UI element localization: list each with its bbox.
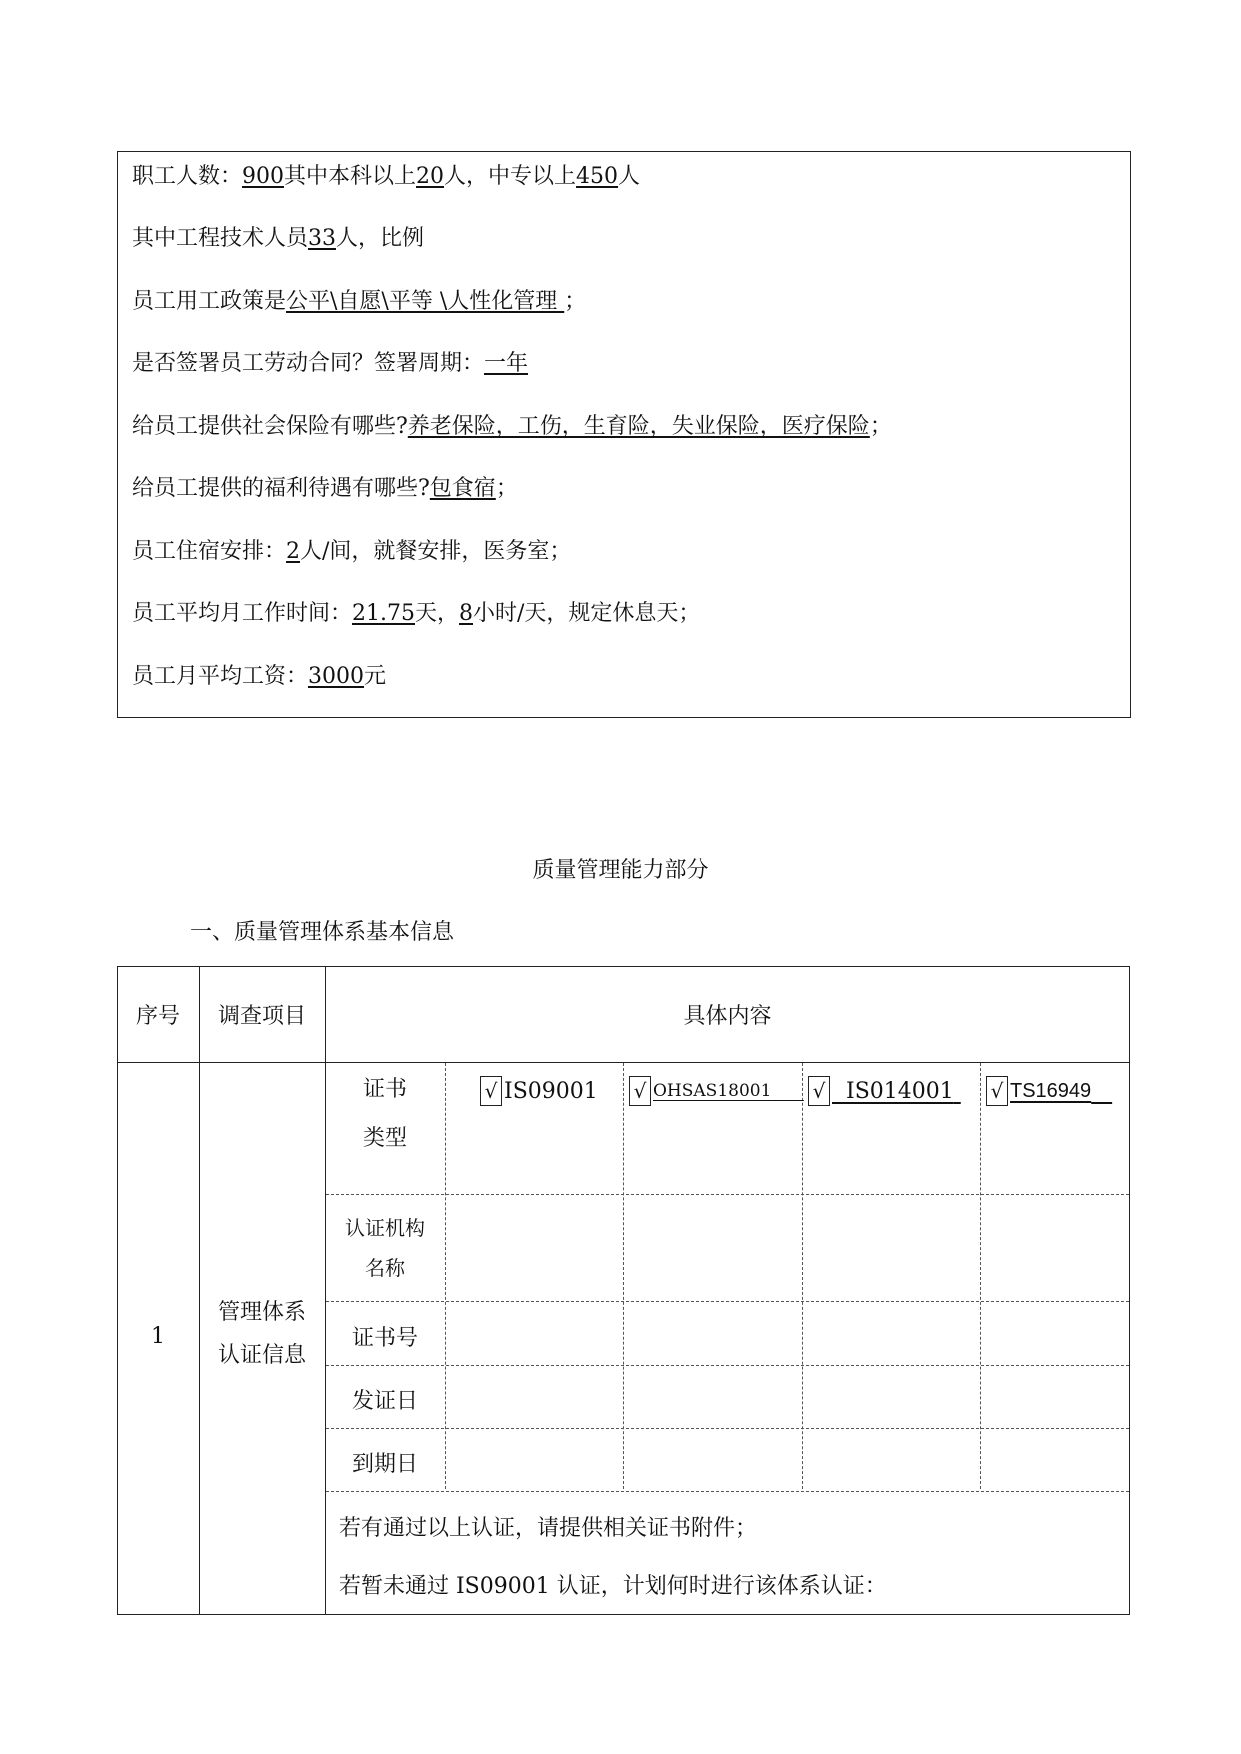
cert-label-iso9001: IS09001 xyxy=(504,1078,598,1104)
cert-label-ts16949: TS16949 xyxy=(1010,1079,1092,1102)
staff-count-line: 职工人数：900其中本科以上20人，中专以上450人 xyxy=(132,164,641,189)
table-border-bottom xyxy=(117,1614,1130,1615)
row-divider-2 xyxy=(326,1301,1129,1302)
table-border-top xyxy=(117,966,1130,967)
insurance-list: 养老保险，工伤，生育险，失业保险，医疗保险 xyxy=(407,414,870,439)
label-agency-2: 名称 xyxy=(365,1256,405,1280)
section-title: 质量管理能力部分 xyxy=(532,858,709,883)
subsection-title: 一、质量管理体系基本信息 xyxy=(190,920,455,945)
dormitory-line: 员工住宿安排：2人/间，就餐安排，医务室； xyxy=(132,539,572,564)
table-border-right xyxy=(1129,966,1130,1615)
row-divider-4 xyxy=(326,1428,1129,1429)
label-cert-number: 证书号 xyxy=(351,1326,418,1351)
cert-column-divider-4 xyxy=(980,1063,981,1489)
table-border-left xyxy=(117,966,118,1615)
row-divider-3 xyxy=(326,1365,1129,1366)
note-attach-certificates: 若有通过以上认证，请提供相关证书附件； xyxy=(339,1516,758,1541)
note-iso9001-plan: 若暂未通过 IS09001 认证，计划何时进行该体系认证： xyxy=(339,1574,887,1599)
header-survey-item: 调查项目 xyxy=(217,1004,306,1029)
row-divider-5 xyxy=(326,1491,1129,1492)
insurance-line: 给员工提供社会保险有哪些?养老保险，工伤，生育险，失业保险，医疗保险； xyxy=(132,414,892,439)
checkbox-ts16949[interactable]: √ xyxy=(986,1076,1008,1106)
checkbox-iso9001[interactable]: √ xyxy=(480,1076,502,1106)
cert-iso9001[interactable] xyxy=(480,1076,598,1106)
benefits: 包食宿 xyxy=(429,476,496,501)
employment-policy-line: 员工用工政策是公平\自愿\平等 \人性化管理 ； xyxy=(132,289,587,314)
item-name-line1: 管理体系 xyxy=(217,1300,306,1325)
salary-line: 员工月平均工资：3000元 xyxy=(132,664,387,689)
bachelor-count: 20 xyxy=(416,164,445,189)
cert-column-divider-3 xyxy=(802,1063,803,1489)
column-divider-1 xyxy=(199,966,200,1615)
benefits-line: 给员工提供的福利待遇有哪些?包食宿； xyxy=(132,476,518,501)
label-agency-1: 认证机构 xyxy=(345,1216,425,1240)
cert-column-divider-1 xyxy=(445,1063,446,1489)
cert-label-iso14001: IS014001 xyxy=(846,1078,954,1104)
cert-ohsas18001[interactable] xyxy=(629,1076,804,1106)
contract-line: 是否签署员工劳动合同？签署周期：一年 xyxy=(132,351,529,376)
staff-total: 900 xyxy=(242,164,285,189)
row-number: 1 xyxy=(151,1324,165,1349)
item-name-line2: 认证信息 xyxy=(217,1343,306,1368)
cert-iso14001[interactable] xyxy=(808,1076,961,1106)
employment-policy: 公平\自愿\平等 \人性化管理 xyxy=(286,289,565,314)
technical-school-count: 450 xyxy=(576,164,619,189)
label-cert-type-1: 证书 xyxy=(362,1077,407,1102)
label-issue-date: 发证日 xyxy=(351,1389,418,1414)
label-expiry-date: 到期日 xyxy=(351,1452,418,1477)
label-cert-type-2: 类型 xyxy=(362,1126,407,1151)
engineer-count-line: 其中工程技术人员33人，比例 xyxy=(132,226,425,251)
cert-ts16949[interactable] xyxy=(986,1076,1112,1106)
checkbox-ohsas18001[interactable]: √ xyxy=(629,1076,651,1106)
persons-per-room: 2 xyxy=(286,539,301,564)
working-time-line: 员工平均月工作时间：21.75天，8小时/天，规定休息天； xyxy=(132,601,701,626)
daily-hours: 8 xyxy=(459,601,474,626)
checkbox-iso14001[interactable]: √ xyxy=(808,1076,830,1106)
header-serial: 序号 xyxy=(135,1004,180,1029)
header-content: 具体内容 xyxy=(683,1004,772,1029)
quality-system-table xyxy=(117,966,1130,1615)
column-divider-2 xyxy=(325,966,326,1615)
engineer-count: 33 xyxy=(308,226,337,251)
row-divider-1 xyxy=(326,1194,1129,1195)
average-salary: 3000 xyxy=(308,664,365,689)
cert-column-divider-2 xyxy=(623,1063,624,1489)
contract-period: 一年 xyxy=(484,351,529,376)
staff-info-box xyxy=(117,151,1131,718)
cert-label-ohsas18001: OHSAS18001 xyxy=(653,1081,772,1101)
monthly-workdays: 21.75 xyxy=(352,601,415,626)
